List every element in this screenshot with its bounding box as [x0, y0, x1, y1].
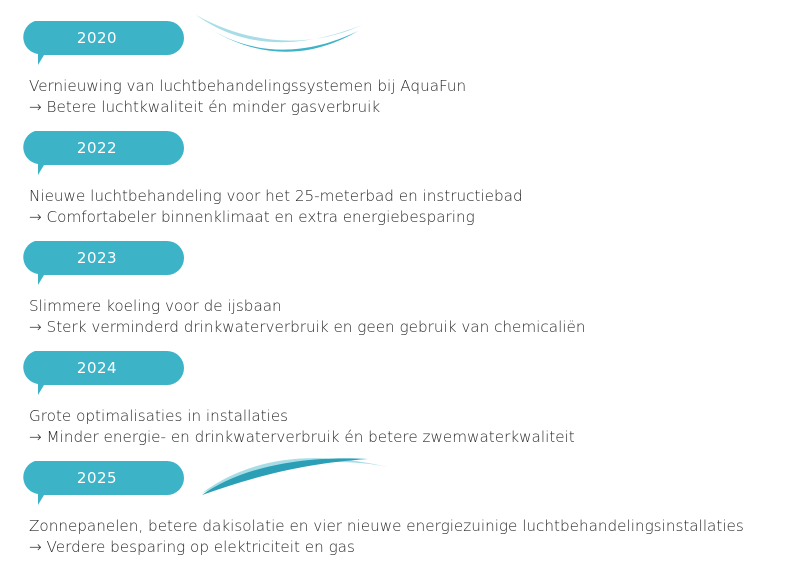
entry-description — [29, 186, 523, 228]
entry-result: → Betere luchtkwaliteit én minder gasverbruik — [29, 98, 381, 116]
year-badge — [18, 461, 184, 495]
entry-title: Slimmere koeling voor de ijsbaan — [29, 297, 282, 315]
year-label: 2020 — [76, 29, 118, 47]
entry-description — [29, 296, 585, 338]
year-badge — [18, 351, 184, 385]
year-label: 2024 — [76, 359, 118, 377]
entry-result: → Verdere besparing op elektriciteit en gas — [29, 538, 355, 556]
entry-result: → Minder energie- en drinkwaterverbruik én betere zwemwaterkwaliteit — [29, 428, 575, 446]
entry-result: → Sterk verminderd drinkwaterverbruik en geen gebruik van chemicaliën — [29, 318, 586, 336]
year-label: 2025 — [76, 469, 118, 487]
year-label: 2022 — [76, 139, 118, 157]
wave-decoration-icon — [190, 9, 370, 69]
entry-title: Grote optimalisaties in installaties — [29, 407, 289, 425]
entry-title: Zonnepanelen, betere dakisolatie en vier nieuwe energiezuinige luchtbehandelingsinstallaties — [29, 517, 744, 535]
year-badge — [18, 21, 184, 55]
entry-title: Vernieuwing van luchtbehandelingssystemen bij AquaFun — [29, 77, 467, 95]
year-label: 2023 — [76, 249, 118, 267]
entry-description — [29, 516, 744, 558]
wave-decoration-icon — [198, 449, 394, 499]
entry-description — [29, 76, 466, 118]
year-badge — [18, 241, 184, 275]
entry-description — [29, 406, 575, 448]
entry-result: → Comfortabeler binnenklimaat en extra energiebesparing — [29, 208, 475, 226]
year-badge — [18, 131, 184, 165]
entry-title: Nieuwe luchtbehandeling voor het 25-meterbad en instructiebad — [29, 187, 523, 205]
